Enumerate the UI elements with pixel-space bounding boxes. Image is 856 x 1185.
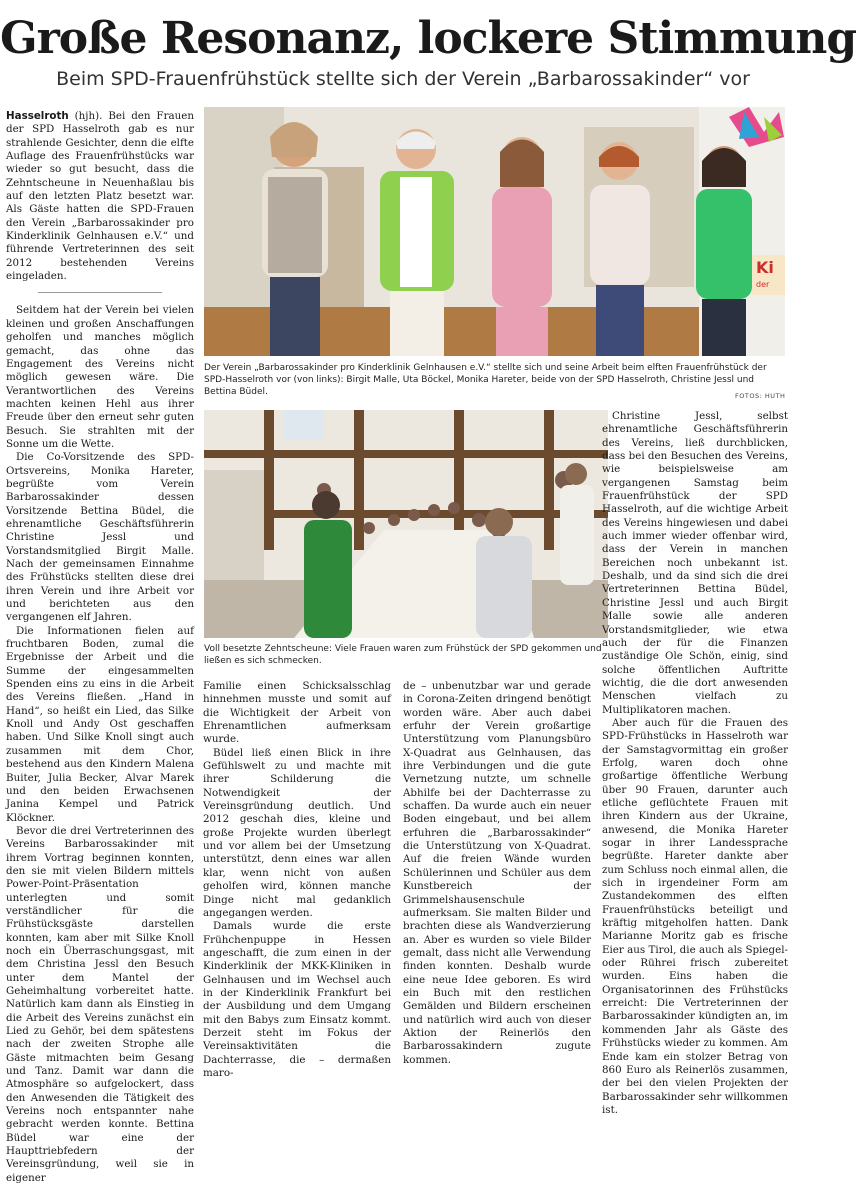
person-3 bbox=[492, 137, 552, 356]
paragraph: Seitdem hat der Verein bei vielen kleinen und großen Anschaffungen geholfen und manches möglich gemacht, das ohne das Engagement des Vereins nicht möglich gewesen wäre. Die Verantwortlichen des Vereins machten keinen Hehl aus ihrer Freude über den erneut sehr guten Besuch. Sie strahlten mit der Sonne um die Wette. bbox=[6, 304, 194, 450]
paragraph: Damals wurde die erste Frühchenpuppe in Hessen angeschafft, die zum einen in der Kinderklinik der MKK-Kliniken in Gelnhausen und im Wechsel auch in der Kinderklinik Frankfurt bei der Ausbildung und dem Umgang mit den Babys zum Einsatz kommt. Derzeit steht im Fokus der Vereinsaktivitäten die Dachterrasse, die – dermaßen maro- bbox=[203, 920, 391, 1079]
photo-credit: FOTOS: HUTH bbox=[735, 392, 786, 400]
paragraph: Die Co-Vorsitzende des SPD-Ortsvereins, Monika Hareter, begrüßte vom Verein Barbarossakinder dessen Vorsitzende Bettina Büdel, die ehrenamtliche Geschäftsführerin Christine Jessl und Vorstandsmitglied Birgit Malle. Nach der gemeinsamen Einnahme des Frühstücks stellten diese drei ihren Verein und ihre Arbeit vor und berichteten aus den vergangenen elf Jahren. bbox=[6, 451, 194, 624]
person-5 bbox=[696, 146, 752, 356]
group-photo bbox=[204, 107, 785, 356]
paragraph: Aber auch für die Frauen des SPD-Frühstücks in Hasselroth war der Samstagvormittag ein großer Erfolg, waren doch ohne großartige öffentliche Werbung über 90 Frauen, darunter auch etliche geflüchtete Frauen mit ihren Kindern aus der Ukraine, anwesend, die Monika Hareter sogar in ihrer Landessprache begrüßte. Hareter dankte aber zum Schluss noch einmal allen, die sich in irgendeiner Form am Zustandekommen des elften Frauenfrühstücks beteiligt und kräftig mitgeholfen hatten. Dank Marianne Moritz gab es frische Eier aus Tirol, die auch als Spiegel- oder Rührei frisch zubereitet wurden. Eins haben die Organisatorinnen des Frühstücks erreicht: Die Vertreterinnen der Barbarossakinder kündigten an, im kommenden Jahr als Gäste des Frühstücks wieder zu kommen. Am Ende kam ein stolzer Betrag von 860 Euro als Reinerlös zusammen, der bei den vielen Projekten der Barbarossakinder sehr willkommen ist. bbox=[602, 716, 788, 1116]
paragraph: Christine Jessl, selbst ehrenamtliche Geschäftsführerin des Vereins, ließ durchblicken, dass bei den Besuchen des Vereins, wie beispielsweise am vergangenen Samstag beim Frauenfrühstück der SPD Hasselroth, auf die wichtige Arbeit des Vereins hingewiesen und dabei auch immer wieder offenbar wird, dass der Verein in manchen Bereichen noch unbekannt ist. Deshalb, und da sind sich die drei Vertreterinnen Bettina Büdel, Christine Jessl und auch Birgit Malle sowie alle anderen Vorstandsmitglieder, wie etwa auch der für die Finanzen zuständige Ole Schön, einig, sind solche öffentlichen Auftritte wichtig, die die dort anwesenden Menschen vielfach zu Multiplikatoren machen. bbox=[602, 410, 788, 716]
lead-text: (hjh). Bei den Frauen der SPD Hasselroth gab es nur strahlende Gesichter, denn die elfte Auflage des Frauenfrühstücks war wieder so gut besucht, dass die Zehntscheune in Neuenhaßlau bis auf den letzten Platz besetzt war. Als Gäste hatten die SPD-Frauen den Verein „Barbarossakinder pro Kinderklinik Gelnhausen e.V.“ und führende Vertreterinnen des seit 2012 bestehenden Vereins eingeladen. bbox=[6, 110, 194, 283]
paragraph: Büdel ließ einen Blick in ihre Gefühlswelt zu und machte mit ihrer Schilderung die Notwendigkeit der Vereinsgründung deutlich. Und 2012 geschah dies, kleine und große Projekte wurden überlegt und vor allem bei der Umsetzung unterstützt, denn eines war allen klar, wenn nicht von außen geholfen wird, können manche Dinge nicht mal gedanklich angegangen werden. bbox=[203, 746, 391, 919]
wall-sign-text-2: der bbox=[756, 280, 770, 289]
article-column-3 bbox=[403, 680, 591, 1066]
article-column-1 bbox=[6, 110, 194, 1184]
paragraph: de – unbenutzbar war und gerade in Corona-Zeiten dringend benötigt worden wäre. Aber auch dabei erfuhr der Verein großartige Unterstützung vom Planungsbüro X-Quadrat aus Gelnhausen, das ihre Verbindungen und die gute Vernetzung nutzte, um schnelle Abhilfe bei der Dachterrasse zu schaffen. Da wurde auch ein neuer Boden eingebaut, und bei allem erfuhren die „Barbarossakinder“ die Unterstützung von X-Quadrat. Auf die freien Wände wurden Schülerinnen und Schüler aus dem Kunstbereich der Grimmelshausenschule aufmerksam. Sie malten Bilder und brachten diese als Wandverzierung an. Aber es wurden so viele Bilder gemalt, dass nicht alle Verwendung finden konnten. Deshalb wurde eine neue Idee geboren. Es wird ein Buch mit den restlichen Gemälden und Bildern erscheinen und natürlich wird auch von dieser Aktion der Reinerlös den Barbarossakindern zugute kommen. bbox=[403, 680, 591, 1066]
barn-photo bbox=[204, 410, 608, 638]
paragraph: Bevor die drei Vertreterinnen des Vereins Barbarossakinder mit ihrem Vortrag beginnen konnten, den sie mit vielen Bildern mittels Power-Point-Präsentation unterlegten und somit verständlicher für die Frühstücksgäste darstellen konnten, kam aber mit Silke Knoll noch ein Überraschungsgast, mit dem Christina Jessl den Besuch unter dem Mantel der Geheimhaltung vorbereitet hatte. Natürlich kam dann als Einstieg in die Arbeit des Vereins zunächst ein Lied zu Gehör, bei dem spätestens nach der zweiten Strophe alle Gäste mitmachten beim Gesang und Tanz. Damit war dann die Atmosphäre so aufgelockert, dass den Anwesenden die Tätigkeit des Vereins noch entspannter nahe gebracht werden konnte. Bettina Büdel war eine der Haupttriebfedern der Vereinsgründung, weil sie in eigener bbox=[6, 824, 194, 1184]
barn-photo-illustration bbox=[204, 410, 608, 638]
lead-paragraph bbox=[6, 110, 194, 283]
paragraph: Die Informationen fielen auf fruchtbaren Boden, zumal die Ergebnisse der Arbeit und die Summe der eingesammelten Spenden eins zu eins in die Arbeit des Vereins fließen. „Hand in Hand“, so heißt ein Lied, das Silke Knoll und Andy Ost geschaffen haben. Und Silke Knoll singt auch zusammen mit dem Chor, bestehend aus den Kindern Malena Buiter, Julia Becker, Alvar Marek und den beiden Erwachsenen Janina Kempel und Patrick Klöckner. bbox=[6, 624, 194, 824]
photo-caption-1: Der Verein „Barbarossakinder pro Kinderklinik Gelnhausen e.V.“ stellte sich und seine Arbeit beim elften Frauenfrühstück der SPD-Hasselroth vor (von links): Birgit Malle, Uta Böckel, Monika Hareter, beide von der SPD Hasselroth, Christine Jessl und Bettina Büdel. bbox=[204, 363, 767, 397]
wall-sign-text: Ki bbox=[756, 258, 774, 277]
headline: Große Resonanz, lockere Stimmung bbox=[0, 13, 856, 64]
separator-line bbox=[38, 292, 162, 293]
article-column-2 bbox=[203, 680, 391, 1079]
article-column-4 bbox=[602, 410, 788, 1116]
group-photo-illustration bbox=[204, 107, 785, 356]
photo-caption-2: Voll besetzte Zehntscheune: Viele Frauen waren zum Frühstück der SPD gekommen und ließen es sich schmecken. bbox=[204, 644, 602, 666]
paragraph: Familie einen Schicksalsschlag hinnehmen musste und somit auf die Wichtigkeit der Arbeit von Ehrenamtlichen aufmerksam wurde. bbox=[203, 680, 391, 746]
dateline: Hasselroth bbox=[6, 110, 69, 122]
subheadline: Beim SPD-Frauenfrühstück stellte sich der Verein „Barbarossakinder“ vor bbox=[56, 68, 750, 90]
